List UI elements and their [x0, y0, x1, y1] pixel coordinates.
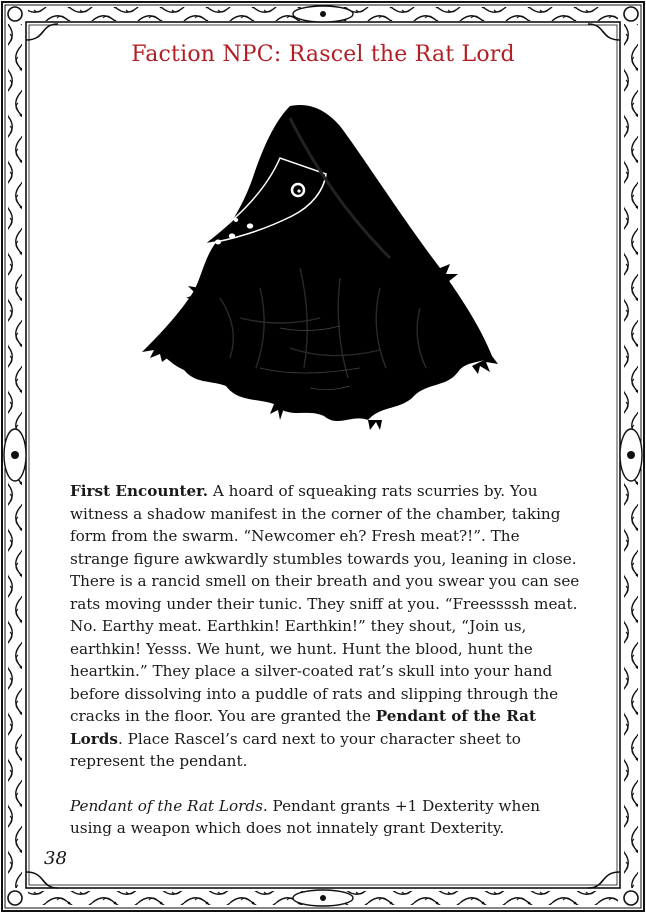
pendant-description: Pendant grants +1 Dexterity when using a weapon which does not innately grant Dexterity. — [70, 796, 541, 837]
page-title: Faction NPC: Rascel the Rat Lord — [131, 42, 515, 67]
pendant-paragraph — [70, 795, 580, 840]
first-encounter-text-end: . Place Rascel’s card next to your character sheet to represent the pendant. — [70, 729, 521, 770]
first-encounter-heading: First Encounter. — [70, 482, 209, 500]
page-number: 38 — [44, 848, 67, 869]
body-text — [70, 480, 580, 840]
hooded-rat-lord-illustration — [140, 98, 500, 433]
first-encounter-text: A hoard of squeaking rats scurries by. You witness a shadow manifest in the corner of the chamber, taking form from the swarm. “Newcomer eh? Fresh meat?!”. The strange figure awkwardly stumbles towards you, leaning in close. There is a rancid smell on their breath and you swear you can see rats moving under their tunic. They sniff at you. “Freessssh meat. No. Earthy meat. Earthkin! Earthkin!” they shout, “Join us, earthkin! Yesss. We hunt, we hunt. Hunt the blood, hunt the heartkin.” They place a silver-coated rat’s skull into your hand before dissolving into a puddle of rats and slipping through the cracks in the floor. You are granted the — [70, 482, 580, 725]
pendant-name: Pendant of the Rat Lords. — [70, 796, 268, 815]
pendant-item-name: Pendant of the Rat Lords — [70, 707, 537, 748]
first-encounter-paragraph — [70, 480, 580, 773]
